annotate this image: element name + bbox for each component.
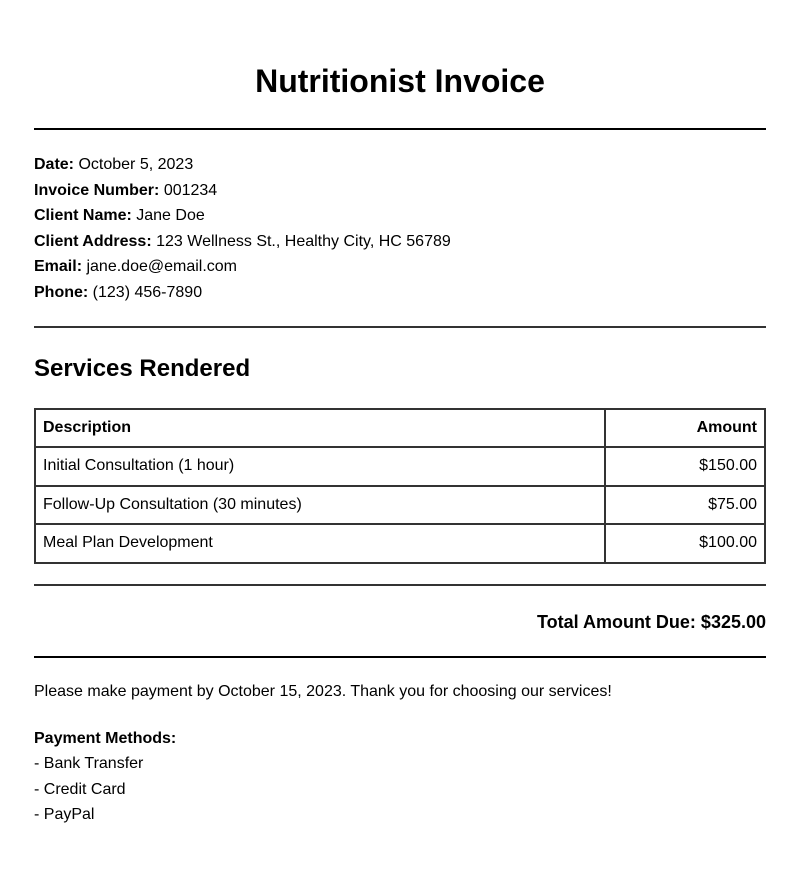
detail-label: Invoice Number:	[34, 181, 160, 199]
invoice-page	[34, 0, 766, 828]
payment-method-item: - PayPal	[34, 806, 95, 824]
detail-value: (123) 456-7890	[92, 283, 203, 301]
detail-client-address	[34, 229, 766, 255]
table-header-row	[35, 409, 765, 448]
table-row	[35, 486, 765, 525]
service-description: Meal Plan Development	[35, 524, 605, 563]
divider	[34, 656, 766, 658]
services-heading: Services Rendered	[34, 354, 251, 382]
service-amount: $150.00	[605, 447, 765, 486]
detail-value: October 5, 2023	[78, 156, 194, 173]
detail-value: jane.doe@email.com	[86, 258, 238, 276]
detail-client-name	[34, 203, 766, 229]
detail-email	[34, 254, 766, 280]
payment-method-item: - Credit Card	[34, 780, 126, 798]
service-description: Initial Consultation (1 hour)	[35, 447, 605, 486]
detail-value: 001234	[163, 181, 218, 199]
payment-methods-title: Payment Methods:	[34, 729, 177, 747]
detail-value: 123 Wellness St., Healthy City, HC 56789	[156, 232, 451, 250]
detail-invoice-number	[34, 178, 766, 204]
detail-label: Email:	[34, 258, 83, 276]
detail-phone	[34, 280, 766, 306]
detail-label: Date:	[34, 156, 75, 173]
payment-note: Please make payment by October 15, 2023. Thank you for choosing our services!	[34, 682, 612, 700]
table-row	[35, 524, 765, 563]
service-description: Follow-Up Consultation (30 minutes)	[35, 486, 605, 525]
invoice-details	[34, 152, 766, 306]
payment-methods	[34, 726, 766, 828]
detail-value: Jane Doe	[136, 207, 205, 225]
detail-label: Client Address:	[34, 232, 152, 250]
service-amount: $75.00	[605, 486, 765, 525]
services-table	[34, 408, 766, 564]
column-header-description: Description	[35, 409, 605, 448]
divider	[34, 326, 766, 328]
divider	[34, 128, 766, 130]
detail-date	[34, 152, 766, 178]
page-title: Nutritionist Invoice	[255, 63, 545, 99]
total-amount-due: Total Amount Due: $325.00	[536, 611, 766, 632]
column-header-amount: Amount	[605, 409, 765, 448]
service-amount: $100.00	[605, 524, 765, 563]
table-row	[35, 447, 765, 486]
payment-method-item: - Bank Transfer	[34, 755, 144, 773]
divider	[34, 584, 766, 586]
detail-label: Client Name:	[34, 207, 132, 225]
detail-label: Phone:	[34, 283, 89, 301]
